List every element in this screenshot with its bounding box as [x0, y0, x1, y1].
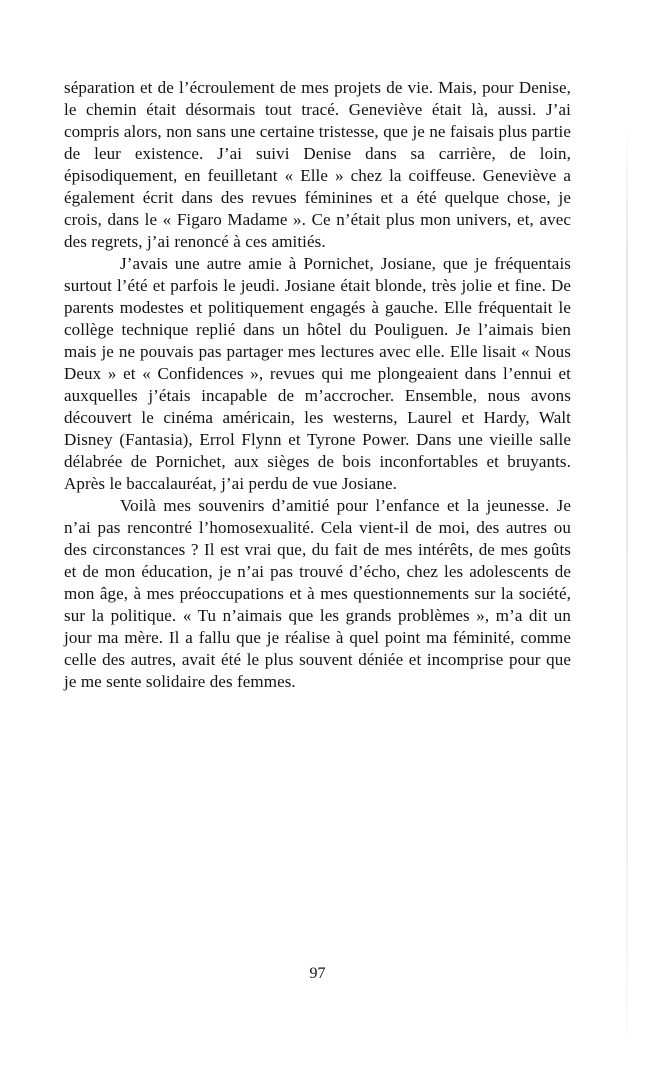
- paragraph: séparation et de l’écroulement de mes projets de vie. Mais, pour Denise, le chemin était désormais tout tracé. Geneviève était là, aussi. J’ai compris alors, non sans une certaine tristesse, que je ne faisais plus partie de leur existence. J’ai suivi Denise dans sa carrière, de loin, épisodiquement, en feuilletant « Elle » chez la coiffeuse. Geneviève a également écrit dans des revues féminines et a été quelque chose, je crois, dans le « Figaro Madame ». Ce n’était plus mon univers, et, avec des regrets, j’ai renoncé à ces amitiés.: [64, 78, 571, 251]
- paragraph: J’avais une autre amie à Pornichet, Josiane, que je fréquentais surtout l’été et parfois le jeudi. Josiane était blonde, très jolie et fine. De parents modestes et politiquement engagés à gauche. Elle fréquentait le collège technique replié dans un hôtel du Pouliguen. Je l’aimais bien mais je ne pouvais pas partager mes lectures avec elle. Elle lisait « Nous Deux » et « Confidences », revues qui me plongeaient dans l’ennui et auxquelles j’étais incapable de m’accrocher. Ensemble, nous avons découvert le cinéma américain, les westerns, Laurel et Hardy, Walt Disney (Fantasia), Errol Flynn et Tyrone Power. Dans une vieille salle délabrée de Pornichet, aux sièges de bois inconfortables et bruyants. Après le baccalauréat, j’ai perdu de vue Josiane.: [64, 254, 571, 493]
- page-text-block: [64, 77, 571, 693]
- page-edge-shadow: [626, 120, 628, 1036]
- page-number: 97: [309, 965, 326, 982]
- paragraph: Voilà mes souvenirs d’amitié pour l’enfance et la jeunesse. Je n’ai pas rencontré l’homosexualité. Cela vient-il de moi, des autres ou des circonstances ? Il est vrai que, du fait de mes intérêts, de mes goûts et de mon éducation, je n’ai pas trouvé d’écho, chez les adolescents de mon âge, à mes préoccupations et à mes questionnements sur la société, sur la politique. « Tu n’aimais que les grands problèmes », m’a dit un jour ma mère. Il a fallu que je réalise à quel point ma féminité, comme celle des autres, avait été le plus souvent déniée et incomprise pour que je me sente solidaire des femmes.: [64, 496, 571, 691]
